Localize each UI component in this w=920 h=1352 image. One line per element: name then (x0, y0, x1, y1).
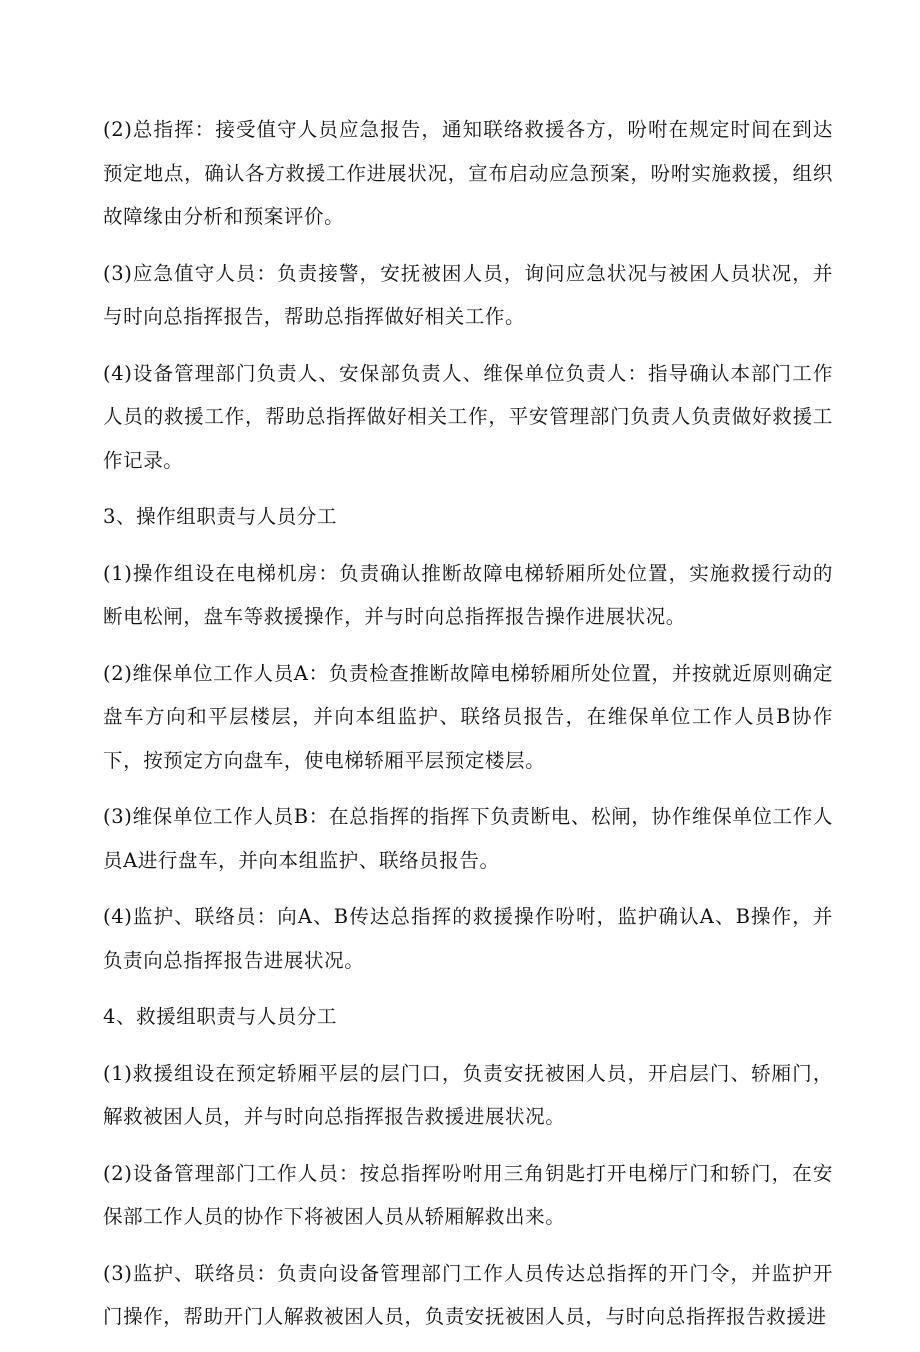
paragraph-operation-group: (1)操作组设在电梯机房：负责确认推断故障电梯轿厢所处位置，实施救援行动的断电松闸，盘车等救援操作，并与时向总指挥报告操作进展状况。 (103, 561, 833, 628)
document-page (103, 108, 833, 1352)
paragraph-maintenance-staff-a: (2)维保单位工作人员A：负责检查推断故障电梯轿厢所处位置，并按就近原则确定盘车方向和平层楼层，并向本组监护、联络员报告，在维保单位工作人员B协作下，按预定方向盘车，使电梯轿厢平层预定楼层。 (103, 661, 833, 772)
paragraph-equipment-staff: (2)设备管理部门工作人员：按总指挥吩咐用三角钥匙打开电梯厅门和轿门，在安保部工作人员的协作下将被困人员从轿厢解救出来。 (103, 1161, 833, 1228)
section-heading-operation-group: 3、操作组职责与人员分工 (103, 505, 338, 528)
section-heading-rescue-group: 4、救援组职责与人员分工 (103, 1005, 338, 1028)
paragraph-monitor-liaison-operation: (4)监护、联络员：向A、B传达总指挥的救援操作吩咐，监护确认A、B操作，并负责向总指挥报告进展状况。 (103, 905, 833, 972)
paragraph-general-commander: (2)总指挥：接受值守人员应急报告，通知联络救援各方，吩咐在规定时间在到达预定地点，确认各方救援工作进展状况，宣布启动应急预案，吩咐实施救援，组织故障缘由分析和预案评价。 (103, 118, 833, 228)
paragraph-department-heads: (4)设备管理部门负责人、安保部负责人、维保单位负责人：指导确认本部门工作人员的救援工作，帮助总指挥做好相关工作，平安管理部门负责人负责做好救援工作记录。 (103, 361, 833, 472)
paragraph-monitor-liaison-rescue: (3)监护、联络员：负责向设备管理部门工作人员传达总指挥的开门令，并监护开门操作，帮助开门人解救被困人员，负责安抚被困人员，与时向总指挥报告救援进 (103, 1261, 833, 1328)
paragraph-maintenance-staff-b: (3)维保单位工作人员B：在总指挥的指挥下负责断电、松闸，协作维保单位工作人员A进行盘车，并向本组监护、联络员报告。 (103, 805, 833, 872)
paragraph-duty-staff: (3)应急值守人员：负责接警，安抚被困人员，询问应急状况与被困人员状况，并与时向总指挥报告，帮助总指挥做好相关工作。 (103, 261, 833, 328)
paragraph-rescue-group: (1)救援组设在预定轿厢平层的层门口，负责安抚被困人员，开启层门、轿厢门，解救被困人员，并与时向总指挥报告救援进展状况。 (103, 1061, 833, 1128)
